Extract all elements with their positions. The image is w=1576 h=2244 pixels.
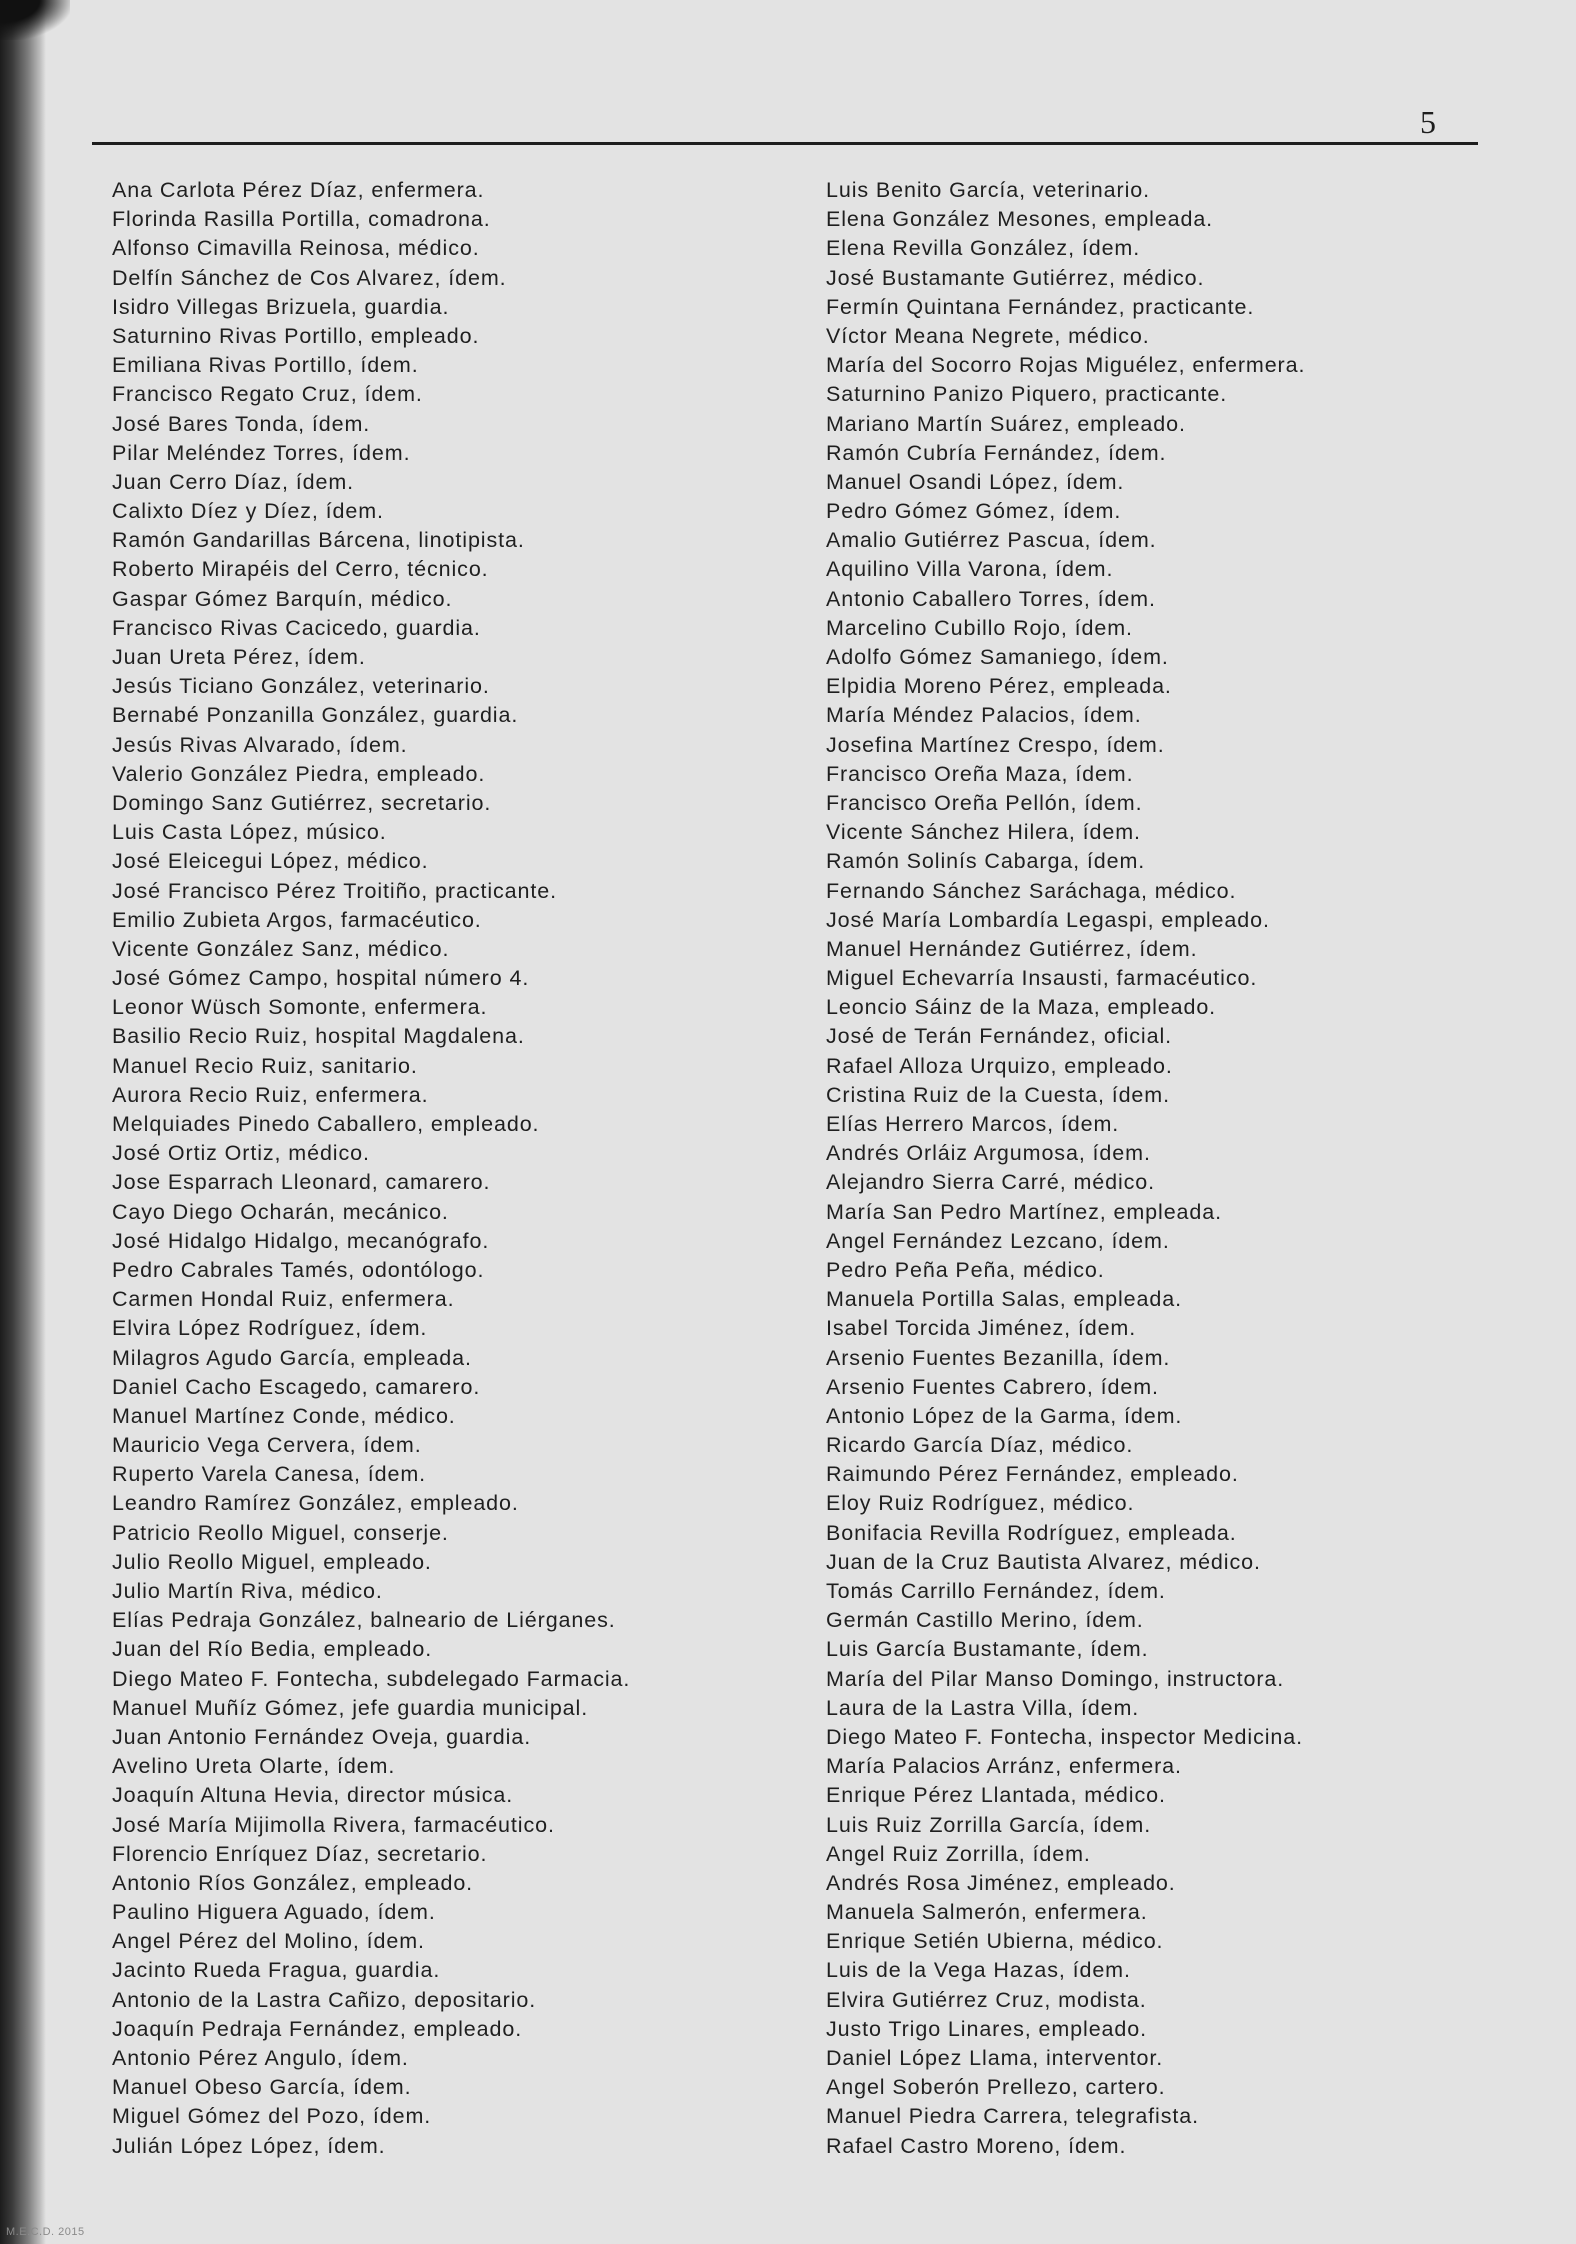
list-item: Luis Ruiz Zorrilla García, ídem. xyxy=(826,1812,1152,1837)
list-item: Adolfo Gómez Samaniego, ídem. xyxy=(826,645,1169,669)
list-item: Andrés Rosa Jiménez, empleado. xyxy=(826,1870,1176,1895)
list-item: Elena Revilla González, ídem. xyxy=(826,236,1141,261)
book-spine-shadow xyxy=(0,0,46,2244)
list-item: Leonor Wüsch Somonte, enfermera. xyxy=(112,995,488,1020)
list-item: Leoncio Sáinz de la Maza, empleado. xyxy=(826,995,1217,1020)
list-item: Daniel Cacho Escagedo, camarero. xyxy=(112,1374,481,1399)
list-item: Juan Ureta Pérez, ídem. xyxy=(112,645,366,669)
list-item: Florencio Enríquez Díaz, secretario. xyxy=(112,1841,488,1866)
list-item: Elpidia Moreno Pérez, empleada. xyxy=(826,674,1172,699)
list-item: Rafael Castro Moreno, ídem. xyxy=(826,2133,1127,2158)
list-item: Pedro Cabrales Tamés, odontólogo. xyxy=(112,1257,485,1282)
list-item: Vicente González Sanz, médico. xyxy=(112,936,450,961)
right-column-list xyxy=(826,176,1305,2161)
list-item: Emiliana Rivas Portillo, ídem. xyxy=(112,353,419,378)
list-item: Justo Trigo Linares, empleado. xyxy=(826,2016,1147,2041)
list-item: Manuel Obeso García, ídem. xyxy=(112,2075,412,2100)
list-item: Amalio Gutiérrez Pascua, ídem. xyxy=(826,528,1157,553)
list-item: María Méndez Palacios, ídem. xyxy=(826,703,1142,728)
list-item: Manuel Martínez Conde, médico. xyxy=(112,1403,456,1428)
list-item: Antonio López de la Garma, ídem. xyxy=(826,1403,1183,1428)
list-item: Julio Reollo Miguel, empleado. xyxy=(112,1549,432,1574)
list-item: Angel Soberón Prellezo, cartero. xyxy=(826,2075,1166,2100)
list-item: Julián López López, ídem. xyxy=(112,2133,386,2158)
list-item: Roberto Mirapéis del Cerro, técnico. xyxy=(112,557,489,582)
list-item: Patricio Reollo Miguel, conserje. xyxy=(112,1520,449,1545)
list-item: José Hidalgo Hidalgo, mecanógrafo. xyxy=(112,1228,490,1253)
list-item: Josefina Martínez Crespo, ídem. xyxy=(826,732,1165,757)
list-item: José Bares Tonda, ídem. xyxy=(112,411,371,436)
list-item: Basilio Recio Ruiz, hospital Magdalena. xyxy=(112,1024,525,1049)
list-item: Valerio González Piedra, empleado. xyxy=(112,761,486,786)
list-item: Pedro Gómez Gómez, ídem. xyxy=(826,499,1122,524)
list-item: Jacinto Rueda Fragua, guardia. xyxy=(112,1958,441,1983)
list-item: Marcelino Cubillo Rojo, ídem. xyxy=(826,615,1133,640)
list-item: José Ortiz Ortiz, médico. xyxy=(112,1141,370,1166)
list-item: Raimundo Pérez Fernández, empleado. xyxy=(826,1462,1239,1487)
list-item: Jesús Rivas Alvarado, ídem. xyxy=(112,732,408,757)
list-item: Manuela Salmerón, enfermera. xyxy=(826,1900,1148,1925)
list-item: Eloy Ruiz Rodríguez, médico. xyxy=(826,1491,1135,1516)
list-item: Aquilino Villa Varona, ídem. xyxy=(826,557,1114,582)
list-item: Alejandro Sierra Carré, médico. xyxy=(826,1170,1156,1195)
list-item: Francisco Rivas Cacicedo, guardia. xyxy=(112,615,481,640)
list-item: Elías Pedraja González, balneario de Liérganes. xyxy=(112,1608,616,1633)
list-item: Leandro Ramírez González, empleado. xyxy=(112,1491,519,1516)
list-item: María Palacios Arránz, enfermera. xyxy=(826,1754,1182,1779)
list-item: Andrés Orláiz Argumosa, ídem. xyxy=(826,1141,1151,1166)
list-item: Domingo Sanz Gutiérrez, secretario. xyxy=(112,790,492,815)
list-item: Tomás Carrillo Fernández, ídem. xyxy=(826,1579,1166,1603)
list-item: María del Pilar Manso Domingo, instructora. xyxy=(826,1666,1285,1691)
list-item: Juan Antonio Fernández Oveja, guardia. xyxy=(112,1724,532,1749)
list-item: Rafael Alloza Urquizo, empleado. xyxy=(826,1053,1173,1078)
list-item: Ramón Gandarillas Bárcena, linotipista. xyxy=(112,528,525,553)
list-item: Juan de la Cruz Bautista Alvarez, médico. xyxy=(826,1549,1261,1574)
list-item: Manuel Hernández Gutiérrez, ídem. xyxy=(826,936,1198,961)
list-item: Jose Esparrach Lleonard, camarero. xyxy=(112,1170,491,1195)
list-item: Angel Ruiz Zorrilla, ídem. xyxy=(826,1841,1091,1866)
list-item: Angel Pérez del Molino, ídem. xyxy=(112,1929,425,1954)
list-item: Cayo Diego Ocharán, mecánico. xyxy=(112,1199,449,1224)
list-item: Enrique Setién Ubierna, médico. xyxy=(826,1929,1164,1954)
list-item: Manuel Muñíz Gómez, jefe guardia municipal. xyxy=(112,1695,589,1720)
list-item: José Eleicegui López, médico. xyxy=(112,849,429,874)
list-item: Vicente Sánchez Hilera, ídem. xyxy=(826,820,1141,845)
list-item: José Gómez Campo, hospital número 4. xyxy=(112,966,530,991)
list-item: Gaspar Gómez Barquín, médico. xyxy=(112,586,453,611)
list-item: Joaquín Altuna Hevia, director música. xyxy=(112,1783,514,1808)
header-rule xyxy=(92,142,1478,145)
list-item: Luis Casta López, músico. xyxy=(112,820,387,845)
list-item: Aurora Recio Ruiz, enfermera. xyxy=(112,1082,429,1107)
list-item: Jesús Ticiano González, veterinario. xyxy=(112,674,490,699)
list-item: Pedro Peña Peña, médico. xyxy=(826,1257,1105,1282)
list-item: Francisco Oreña Pellón, ídem. xyxy=(826,790,1143,815)
list-item: Ruperto Varela Canesa, ídem. xyxy=(112,1462,427,1487)
list-item: Laura de la Lastra Villa, ídem. xyxy=(826,1695,1140,1720)
list-item: Mariano Martín Suárez, empleado. xyxy=(826,411,1186,436)
list-item: José Bustamante Gutiérrez, médico. xyxy=(826,265,1205,290)
list-item: Manuel Piedra Carrera, telegrafista. xyxy=(826,2104,1199,2129)
list-item: Elvira Gutiérrez Cruz, modista. xyxy=(826,1987,1147,2012)
list-item: Arsenio Fuentes Cabrero, ídem. xyxy=(826,1374,1159,1399)
list-item: Fernando Sánchez Saráchaga, médico. xyxy=(826,878,1237,903)
list-item: José María Lombardía Legaspi, empleado. xyxy=(826,907,1270,932)
list-item: Elena González Mesones, empleada. xyxy=(826,207,1214,232)
list-item: Calixto Díez y Díez, ídem. xyxy=(112,499,384,524)
list-item: Bonifacia Revilla Rodríguez, empleada. xyxy=(826,1520,1237,1545)
list-item: Antonio Ríos González, empleado. xyxy=(112,1870,474,1895)
list-item: Víctor Meana Negrete, médico. xyxy=(826,323,1150,348)
watermark: M.E.C.D. 2015 xyxy=(6,2226,85,2238)
list-item: Pilar Meléndez Torres, ídem. xyxy=(112,440,411,465)
list-item: Germán Castillo Merino, ídem. xyxy=(826,1608,1144,1633)
list-item: Antonio de la Lastra Cañizo, depositario. xyxy=(112,1987,537,2012)
list-item: Paulino Higuera Aguado, ídem. xyxy=(112,1900,436,1925)
list-item: Isabel Torcida Jiménez, ídem. xyxy=(826,1316,1137,1341)
list-item: Ramón Solinís Cabarga, ídem. xyxy=(826,849,1146,874)
list-item: Joaquín Pedraja Fernández, empleado. xyxy=(112,2016,523,2041)
list-item: Melquiades Pinedo Caballero, empleado. xyxy=(112,1112,540,1136)
page-corner-shadow xyxy=(0,0,70,40)
list-item: María del Socorro Rojas Miguélez, enfermera. xyxy=(826,353,1306,378)
list-item: Diego Mateo F. Fontecha, inspector Medicina. xyxy=(826,1724,1303,1749)
list-item: Saturnino Rivas Portillo, empleado. xyxy=(112,323,480,348)
list-item: Manuel Osandi López, ídem. xyxy=(826,469,1125,494)
list-item: Juan Cerro Díaz, ídem. xyxy=(112,469,355,494)
list-item: Francisco Regato Cruz, ídem. xyxy=(112,382,423,407)
list-item: Fermín Quintana Fernández, practicante. xyxy=(826,294,1255,319)
list-item: José de Terán Fernández, oficial. xyxy=(826,1024,1173,1049)
list-item: Mauricio Vega Cervera, ídem. xyxy=(112,1433,422,1458)
list-item: Luis de la Vega Hazas, ídem. xyxy=(826,1958,1131,1983)
list-item: Emilio Zubieta Argos, farmacéutico. xyxy=(112,907,482,932)
list-item: Carmen Hondal Ruiz, enfermera. xyxy=(112,1287,455,1312)
list-item: Diego Mateo F. Fontecha, subdelegado Farmacia. xyxy=(112,1666,631,1691)
list-item: Juan del Río Bedia, empleado. xyxy=(112,1637,433,1662)
list-item: María San Pedro Martínez, empleada. xyxy=(826,1199,1222,1224)
list-item: Isidro Villegas Brizuela, guardia. xyxy=(112,294,450,319)
list-item: Antonio Pérez Angulo, ídem. xyxy=(112,2046,409,2070)
list-item: Ricardo García Díaz, médico. xyxy=(826,1433,1134,1458)
list-item: Bernabé Ponzanilla González, guardia. xyxy=(112,703,519,728)
list-item: Elías Herrero Marcos, ídem. xyxy=(826,1112,1120,1136)
page-number: 5 xyxy=(1420,104,1436,140)
list-item: Avelino Ureta Olarte, ídem. xyxy=(112,1754,396,1779)
list-item: Ramón Cubría Fernández, ídem. xyxy=(826,440,1167,465)
list-item: Francisco Oreña Maza, ídem. xyxy=(826,761,1134,786)
list-item: Elvira López Rodríguez, ídem. xyxy=(112,1316,428,1341)
list-item: Delfín Sánchez de Cos Alvarez, ídem. xyxy=(112,265,507,290)
list-item: José Francisco Pérez Troitiño, practicante. xyxy=(112,878,557,903)
list-item: Luis García Bustamante, ídem. xyxy=(826,1637,1149,1662)
list-item: José María Mijimolla Rivera, farmacéutico. xyxy=(112,1812,555,1837)
list-item: Angel Fernández Lezcano, ídem. xyxy=(826,1228,1170,1253)
list-item: Florinda Rasilla Portilla, comadrona. xyxy=(112,207,491,232)
list-item: Julio Martín Riva, médico. xyxy=(112,1579,383,1603)
list-item: Ana Carlota Pérez Díaz, enfermera. xyxy=(112,178,485,202)
list-item: Manuel Recio Ruiz, sanitario. xyxy=(112,1053,418,1078)
list-item: Miguel Echevarría Insausti, farmacéutico. xyxy=(826,966,1258,991)
list-item: Alfonso Cimavilla Reinosa, médico. xyxy=(112,236,480,261)
list-item: Miguel Gómez del Pozo, ídem. xyxy=(112,2104,432,2129)
left-column-list xyxy=(112,176,630,2161)
list-item: Antonio Caballero Torres, ídem. xyxy=(826,586,1156,611)
list-item: Arsenio Fuentes Bezanilla, ídem. xyxy=(826,1345,1171,1370)
list-item: Milagros Agudo García, empleada. xyxy=(112,1345,472,1370)
list-item: Manuela Portilla Salas, empleada. xyxy=(826,1287,1182,1312)
list-item: Saturnino Panizo Piquero, practicante. xyxy=(826,382,1228,407)
list-item: Enrique Pérez Llantada, médico. xyxy=(826,1783,1166,1808)
list-item: Luis Benito García, veterinario. xyxy=(826,178,1150,202)
list-item: Daniel López Llama, interventor. xyxy=(826,2046,1164,2070)
list-item: Cristina Ruiz de la Cuesta, ídem. xyxy=(826,1082,1170,1107)
